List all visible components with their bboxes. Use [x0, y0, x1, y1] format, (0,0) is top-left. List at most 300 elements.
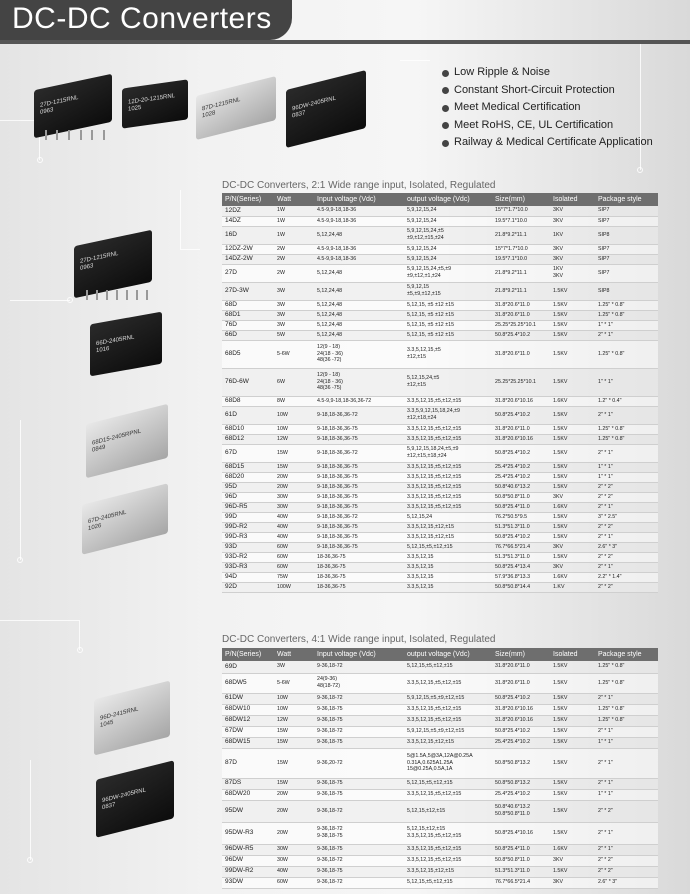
- table-cell: 50.8*25.4*10.2: [492, 532, 550, 542]
- table-cell: 1.5KV: [550, 552, 595, 562]
- table-cell: 5,9,12,15,18,24,±5,±9 ±12,±15,±18,±24: [404, 444, 492, 462]
- table-cell: 50.8*40.6*13.2 50.8*50.8*11.0: [492, 800, 550, 822]
- table-cell: 95DW-R3: [222, 822, 274, 844]
- table-cell: 31.8*20.6*11.0: [492, 310, 550, 320]
- table-cell: 15W: [274, 737, 314, 748]
- table-cell: 9-36,18-72 9-38,18-75: [314, 822, 404, 844]
- table-cell: 5,12,24,48: [314, 264, 404, 282]
- table-cell: 96D: [222, 492, 274, 502]
- column-header: P/N(Series): [222, 648, 274, 661]
- table-cell: 5@1.5A,5@3A,12A@0.25A 0.31A,0.625A1.25A 15@0.25A,0.5A,1A: [404, 748, 492, 778]
- table-cell: 1" * 1": [595, 320, 658, 330]
- table-cell: 3.3,5,12,15: [404, 572, 492, 582]
- table-cell: 40W: [274, 866, 314, 877]
- table-cell: 2" * 2": [595, 552, 658, 562]
- table-cell: 31.8*20.6*11.0: [492, 340, 550, 368]
- table-cell: SIP7: [595, 216, 658, 226]
- table-cell: 9-18,18-36,36-72: [314, 444, 404, 462]
- table-cell: 5,12,24,48: [314, 330, 404, 340]
- table-cell: 4.5-9,9-18,18-36: [314, 254, 404, 264]
- table-cell: 1.5KV: [550, 661, 595, 673]
- table-cell: 25.4*25.4*10.2: [492, 462, 550, 472]
- module-pins: [82, 290, 152, 300]
- table-cell: 2" * 2": [595, 492, 658, 502]
- table-row: [222, 206, 658, 216]
- table-cell: 1.5KV: [550, 434, 595, 444]
- table-cell: 87DS: [222, 778, 274, 789]
- table-cell: 5,12,15,24: [404, 512, 492, 522]
- table-cell: 9-18,18-36,36-75: [314, 522, 404, 532]
- table-cell: 94D: [222, 572, 274, 582]
- feature-item: Low Ripple & Noise: [442, 64, 653, 82]
- table-cell: 30W: [274, 502, 314, 512]
- table-cell: 3KV: [550, 254, 595, 264]
- table-cell: 10W: [274, 693, 314, 704]
- table-cell: 5,9,12,15,24,±5,±9 ±9,±12,±1,±24: [404, 264, 492, 282]
- table-cell: 9-36,18-72: [314, 877, 404, 888]
- table-cell: 31.8*20.6*11.0: [492, 300, 550, 310]
- table-row: [222, 542, 658, 552]
- table-cell: SIP7: [595, 254, 658, 264]
- table-cell: 99DW-R2: [222, 866, 274, 877]
- table-cell: 9-36,18-75: [314, 778, 404, 789]
- table-cell: 3W: [274, 320, 314, 330]
- table-cell: 68D20: [222, 472, 274, 482]
- table-cell: 1.5KV: [550, 726, 595, 737]
- module-code: 1016: [96, 345, 110, 355]
- page-title-bar: [0, 0, 292, 40]
- table-cell: 1W: [274, 206, 314, 216]
- table-cell: 12(9 - 18) 24(18 - 36) 48(36 -75): [314, 368, 404, 396]
- table-cell: 18-36,36-75: [314, 582, 404, 592]
- table-cell: 3KV: [550, 216, 595, 226]
- module-label: 87D-1215RNL: [202, 96, 241, 113]
- table-cell: 2" * 1": [595, 844, 658, 855]
- table-cell: 1.5KV: [550, 673, 595, 693]
- table-cell: 50.8*50.8*11.0: [492, 492, 550, 502]
- table-row: [222, 264, 658, 282]
- table-cell: 50.8*25.4*13.4: [492, 562, 550, 572]
- table-cell: 1.5KV: [550, 330, 595, 340]
- table-row: [222, 320, 658, 330]
- table-row: [222, 704, 658, 715]
- table-cell: 92D: [222, 582, 274, 592]
- table-cell: 27D: [222, 264, 274, 282]
- table-cell: 1.5KV: [550, 704, 595, 715]
- table-cell: 3.3,5,12,15,±12,±15: [404, 866, 492, 877]
- column-header: P/N(Series): [222, 193, 274, 206]
- table-cell: 3.3,5,12,15,±5,±12,±15: [404, 482, 492, 492]
- table-cell: 21.8*9.2*11.1: [492, 282, 550, 300]
- table-cell: 1.5KV: [550, 866, 595, 877]
- table-cell: 93D: [222, 542, 274, 552]
- table-row: [222, 444, 658, 462]
- table-cell: 1.5KV: [550, 320, 595, 330]
- table-cell: 3.3,5,12,15,±12,±15: [404, 737, 492, 748]
- table-cell: 1.6KV: [550, 502, 595, 512]
- table-cell: 50.8*50.8*13.2: [492, 748, 550, 778]
- table-cell: 5,12,15, ±5 ±12 ±15: [404, 310, 492, 320]
- table-row: [222, 532, 658, 542]
- table-cell: 3.3,5,12,15: [404, 552, 492, 562]
- column-header: Isolated: [550, 193, 595, 206]
- table-cell: 1.5KV: [550, 789, 595, 800]
- table-cell: 1W: [274, 226, 314, 244]
- table-row: [222, 844, 658, 855]
- table-cell: 50.8*25.4*10.16: [492, 822, 550, 844]
- table-cell: 2" * 1": [595, 726, 658, 737]
- table-cell: 20W: [274, 789, 314, 800]
- table-cell: 12DZ-2W: [222, 244, 274, 254]
- spec-table-4to1: [222, 648, 658, 889]
- table-cell: 1.5KV: [550, 693, 595, 704]
- table-row: [222, 866, 658, 877]
- table-cell: 1.5KV: [550, 310, 595, 320]
- column-header: Isolated: [550, 648, 595, 661]
- column-header: Package style: [595, 648, 658, 661]
- table-cell: 10W: [274, 424, 314, 434]
- table-cell: 15W: [274, 444, 314, 462]
- table-cell: 20W: [274, 472, 314, 482]
- table-cell: 3.3,5,12,15,±5,±12,±15: [404, 424, 492, 434]
- table-cell: 12W: [274, 434, 314, 444]
- table-cell: 2" * 1": [595, 532, 658, 542]
- table-cell: 96D-R5: [222, 502, 274, 512]
- table-cell: 9-18,18-36,36-75: [314, 542, 404, 552]
- table-row: [222, 434, 658, 444]
- table-cell: 20W: [274, 482, 314, 492]
- module-code: 0837: [102, 801, 116, 812]
- table-cell: 3.3,5,12,15,±5,±12,±15: [404, 715, 492, 726]
- table-row: [222, 340, 658, 368]
- table-cell: 3.3,5,12,15,±5,±12,±15: [404, 396, 492, 406]
- table-cell: 1.5KV: [550, 462, 595, 472]
- table-cell: 1W: [274, 216, 314, 226]
- table-cell: 1.5KV: [550, 778, 595, 789]
- table-cell: 40W: [274, 522, 314, 532]
- table-cell: 1.25" * 0.8": [595, 704, 658, 715]
- table-cell: 15*7*1.7*10.0: [492, 206, 550, 216]
- table-row: [222, 726, 658, 737]
- table-cell: 31.8*20.6*10.16: [492, 396, 550, 406]
- table-cell: 10W: [274, 406, 314, 424]
- table-cell: 15W: [274, 726, 314, 737]
- table-cell: 9-36,18-75: [314, 866, 404, 877]
- table-row: [222, 330, 658, 340]
- table-cell: 3.3,5,12,15,±5,±12,±15: [404, 502, 492, 512]
- column-header: Input voltage (Vdc): [314, 648, 404, 661]
- table-cell: 1.5KV: [550, 282, 595, 300]
- column-header: output voltage (Vdc): [404, 648, 492, 661]
- table-cell: 3.3,5,12,15,±5,±12,±15: [404, 462, 492, 472]
- table-cell: 68D15: [222, 462, 274, 472]
- table-cell: 51.3*51.3*11.0: [492, 866, 550, 877]
- module-label: 68D15-2405RPNL: [92, 428, 142, 447]
- table-cell: 9-36,18-72: [314, 726, 404, 737]
- table-row: [222, 502, 658, 512]
- table-cell: 2.2" * 1.4": [595, 572, 658, 582]
- table-header-row: [222, 193, 658, 206]
- table-cell: 1.5KV: [550, 472, 595, 482]
- table-cell: 1.6KV: [550, 572, 595, 582]
- table-row: [222, 512, 658, 522]
- table-cell: 5,12,24,48: [314, 300, 404, 310]
- table-cell: 1KV: [550, 226, 595, 244]
- table-row: [222, 737, 658, 748]
- spec-table-2to1: [222, 193, 658, 593]
- table-cell: 31.8*20.6*10.16: [492, 715, 550, 726]
- table-cell: 25.25*25.25*10.1: [492, 368, 550, 396]
- table-cell: 5,12,15,±5,±12,±15: [404, 661, 492, 673]
- table-cell: 5,12,15, ±5 ±12 ±15: [404, 330, 492, 340]
- table-cell: 1.25" * 0.8": [595, 340, 658, 368]
- table-cell: 15W: [274, 748, 314, 778]
- table-cell: 5,9,12,15,24: [404, 216, 492, 226]
- table-cell: 1.5KV: [550, 737, 595, 748]
- table-cell: 50.8*25.4*11.0: [492, 844, 550, 855]
- table-cell: 4.5-9,9-18,18-36,36-72: [314, 396, 404, 406]
- table-cell: 51.3*51.3*11.0: [492, 522, 550, 532]
- table-cell: 9-36,18-72: [314, 855, 404, 866]
- table-cell: 5,9,12,15,±5,±9,±12,±15: [404, 693, 492, 704]
- module-code: 1028: [202, 110, 216, 120]
- table-cell: 2" * 1": [595, 822, 658, 844]
- table-cell: 40W: [274, 512, 314, 522]
- table-cell: 68D: [222, 300, 274, 310]
- table-cell: 30W: [274, 855, 314, 866]
- table-cell: 25.4*25.4*10.2: [492, 737, 550, 748]
- table-cell: 2W: [274, 264, 314, 282]
- table-cell: 15W: [274, 778, 314, 789]
- table-cell: 5,12,24,48: [314, 226, 404, 244]
- table-cell: 50.8*25.4*10.2: [492, 406, 550, 424]
- table-cell: 2W: [274, 254, 314, 264]
- table-cell: 1KV 3KV: [550, 264, 595, 282]
- table-cell: 9-18,18-36,36-75: [314, 462, 404, 472]
- table-cell: 76D-6W: [222, 368, 274, 396]
- table-cell: 19.5*7.1*10.0: [492, 216, 550, 226]
- table-cell: 100W: [274, 582, 314, 592]
- module-label: 96DW-2405RNL: [102, 787, 146, 805]
- table-cell: 3.3,5,12,15,±5 ±12,±15: [404, 340, 492, 368]
- table-cell: 5,9,12,15,24: [404, 254, 492, 264]
- table-cell: 20W: [274, 800, 314, 822]
- table-cell: 1.5KV: [550, 368, 595, 396]
- table-row: [222, 254, 658, 264]
- table-cell: 3.3,5,12,15,±5,±12,±15: [404, 434, 492, 444]
- table-cell: 3KV: [550, 877, 595, 888]
- table-cell: 2" * 1": [595, 330, 658, 340]
- module-label: 12D-20-1215RNL: [128, 93, 176, 106]
- table-cell: 9-18,18-36,36-75: [314, 502, 404, 512]
- table-cell: 9-18,18-36,36-75: [314, 482, 404, 492]
- table-row: [222, 693, 658, 704]
- table-cell: 68DW20: [222, 789, 274, 800]
- module-label: 27D-1215RNL: [40, 94, 79, 110]
- table-cell: 3.3,5,12,15,±12,±15: [404, 522, 492, 532]
- table-row: [222, 368, 658, 396]
- table-cell: 3KV: [550, 492, 595, 502]
- table-cell: 5,12,15,±12,±15 3.3,5,12,15,±5,±12,±15: [404, 822, 492, 844]
- feature-item: Constant Short-Circuit Protection: [442, 82, 653, 100]
- table-cell: 25.4*25.4*10.2: [492, 789, 550, 800]
- table-cell: 1.5KV: [550, 424, 595, 434]
- table-cell: 5,12,24,48: [314, 282, 404, 300]
- table-cell: 99D: [222, 512, 274, 522]
- table-cell: 93DW: [222, 877, 274, 888]
- table-cell: 1" * 1": [595, 368, 658, 396]
- table-row: [222, 552, 658, 562]
- table-cell: 60W: [274, 542, 314, 552]
- table-row: [222, 855, 658, 866]
- module-code: 0963: [80, 263, 94, 273]
- table-cell: 12(9 - 18) 24(18 - 36) 48(36 -72): [314, 340, 404, 368]
- table-cell: 50.8*25.4*10.2: [492, 444, 550, 462]
- table-cell: 9-36,18-75: [314, 844, 404, 855]
- table-cell: 2" * 1": [595, 502, 658, 512]
- table-cell: SIP7: [595, 264, 658, 282]
- feature-item: Meet Medical Certification: [442, 99, 653, 117]
- table-cell: 3.3,5,12,15,±5,±12,±15: [404, 492, 492, 502]
- table-cell: 6W: [274, 368, 314, 396]
- module-code: 0837: [292, 110, 306, 120]
- table-cell: 19.5*7.1*10.0: [492, 254, 550, 264]
- module-label: 27D-1215RNL: [80, 250, 119, 266]
- page-title: DC-DC Converters: [12, 2, 272, 35]
- module-label: 96D-2415RNL: [100, 706, 139, 722]
- table-cell: 5,9,12,15,±5,±9,±12,±15: [404, 726, 492, 737]
- table-cell: 5,12,15,±5,±12,±15: [404, 778, 492, 789]
- table-cell: 3W: [274, 300, 314, 310]
- table-cell: 68D8: [222, 396, 274, 406]
- table-cell: 2" * 1": [595, 406, 658, 424]
- table-row: [222, 715, 658, 726]
- table-cell: 60W: [274, 552, 314, 562]
- table-cell: 1.25" * 0.8": [595, 715, 658, 726]
- title-divider: [0, 40, 690, 44]
- table-cell: 60W: [274, 877, 314, 888]
- table-cell: 31.8*20.6*10.16: [492, 434, 550, 444]
- table-cell: 1.2" * 0.4": [595, 396, 658, 406]
- table-cell: 12W: [274, 715, 314, 726]
- table-cell: 76D: [222, 320, 274, 330]
- table-cell: 96DW-R5: [222, 844, 274, 855]
- table-cell: 16D: [222, 226, 274, 244]
- module-label: 96DW-2405RNL: [292, 95, 336, 113]
- module-label: 67D-2405RNL: [88, 509, 127, 526]
- table-cell: 5,12,24,48: [314, 320, 404, 330]
- table-cell: 9-36,18-72: [314, 661, 404, 673]
- table-cell: 3KV: [550, 244, 595, 254]
- table-cell: 51.3*51.3*11.0: [492, 552, 550, 562]
- table-cell: 5,9,12,15,24,±5 ±9,±12,±15,±24: [404, 226, 492, 244]
- table-row: [222, 226, 658, 244]
- table-cell: 3KV: [550, 855, 595, 866]
- table-cell: 3W: [274, 661, 314, 673]
- table-cell: 3.3,5,12,15,±5,±12,±15: [404, 472, 492, 482]
- table-cell: 50.8*25.4*10.2: [492, 330, 550, 340]
- table-cell: 96DW: [222, 855, 274, 866]
- table-cell: 3.3,5,12,15,±5,±12,±15: [404, 704, 492, 715]
- table-cell: 76.2*50.5*9.5: [492, 512, 550, 522]
- table-cell: 40W: [274, 532, 314, 542]
- table-cell: 1.25" * 0.8": [595, 300, 658, 310]
- table-row: [222, 424, 658, 434]
- table-cell: 5,9,12,15 ±5,±9,±12,±15: [404, 282, 492, 300]
- table-cell: 1.KV: [550, 582, 595, 592]
- table-cell: SIP8: [595, 226, 658, 244]
- table-cell: 99D-R3: [222, 532, 274, 542]
- table-cell: 68DW15: [222, 737, 274, 748]
- table-cell: 1.5KV: [550, 482, 595, 492]
- table-cell: 2" * 1": [595, 693, 658, 704]
- table-cell: 1.5KV: [550, 406, 595, 424]
- table-cell: 68D12: [222, 434, 274, 444]
- table-row: [222, 462, 658, 472]
- table-cell: 31.8*20.6*11.0: [492, 661, 550, 673]
- table-cell: 61D: [222, 406, 274, 424]
- table-cell: 2.6" * 3": [595, 542, 658, 552]
- table-cell: 3KV: [550, 206, 595, 216]
- table-cell: 5W: [274, 330, 314, 340]
- table-row: [222, 282, 658, 300]
- table-row: [222, 822, 658, 844]
- table-cell: 9-18,18-36,36-75: [314, 424, 404, 434]
- table-cell: 9-18,18-36,36-75: [314, 492, 404, 502]
- module-code: 0849: [92, 444, 106, 454]
- table-cell: 3KV: [550, 562, 595, 572]
- module-code: 1045: [100, 719, 114, 729]
- table-cell: 15W: [274, 462, 314, 472]
- table-cell: 3" * 2.5": [595, 512, 658, 522]
- table-cell: 60W: [274, 562, 314, 572]
- table-cell: 9-36,20-72: [314, 748, 404, 778]
- table-cell: 2" * 2": [595, 522, 658, 532]
- table-cell: 67DW: [222, 726, 274, 737]
- table-cell: 18-36,36-75: [314, 562, 404, 572]
- table-cell: 3.3,5,12,15,±5,±12,±15: [404, 855, 492, 866]
- table-cell: 68DW10: [222, 704, 274, 715]
- table-cell: 5,12,15,±5,±12,±15: [404, 542, 492, 552]
- table-row: [222, 396, 658, 406]
- table-cell: 57.9*36.8*13.3: [492, 572, 550, 582]
- section-title-4to1: DC-DC Converters, 4:1 Wide range input, Isolated, Regulated: [222, 634, 496, 645]
- table-cell: 95D: [222, 482, 274, 492]
- table-cell: 1.6KV: [550, 844, 595, 855]
- table-cell: 1.5KV: [550, 300, 595, 310]
- table-cell: 93D-R3: [222, 562, 274, 572]
- table-cell: 1" * 1": [595, 472, 658, 482]
- table-row: [222, 572, 658, 582]
- module-code: 1026: [88, 522, 102, 533]
- table-cell: 1.5KV: [550, 748, 595, 778]
- table-cell: 95DW: [222, 800, 274, 822]
- table-cell: 2" * 2": [595, 800, 658, 822]
- table-cell: 3W: [274, 282, 314, 300]
- table-cell: 2W: [274, 244, 314, 254]
- table-cell: 93D-R2: [222, 552, 274, 562]
- table-cell: 50.8*25.4*11.0: [492, 502, 550, 512]
- table-cell: 31.8*20.6*10.16: [492, 704, 550, 715]
- table-cell: 5,12,15,24,±5 ±12,±15: [404, 368, 492, 396]
- column-header: Package style: [595, 193, 658, 206]
- table-cell: 68DW12: [222, 715, 274, 726]
- table-cell: 3.3,5,12,15,±5,±12,±15: [404, 789, 492, 800]
- table-cell: 20W: [274, 822, 314, 844]
- table-cell: 5,12,15, ±5 ±12 ±15: [404, 320, 492, 330]
- table-cell: 3W: [274, 310, 314, 320]
- table-row: [222, 877, 658, 888]
